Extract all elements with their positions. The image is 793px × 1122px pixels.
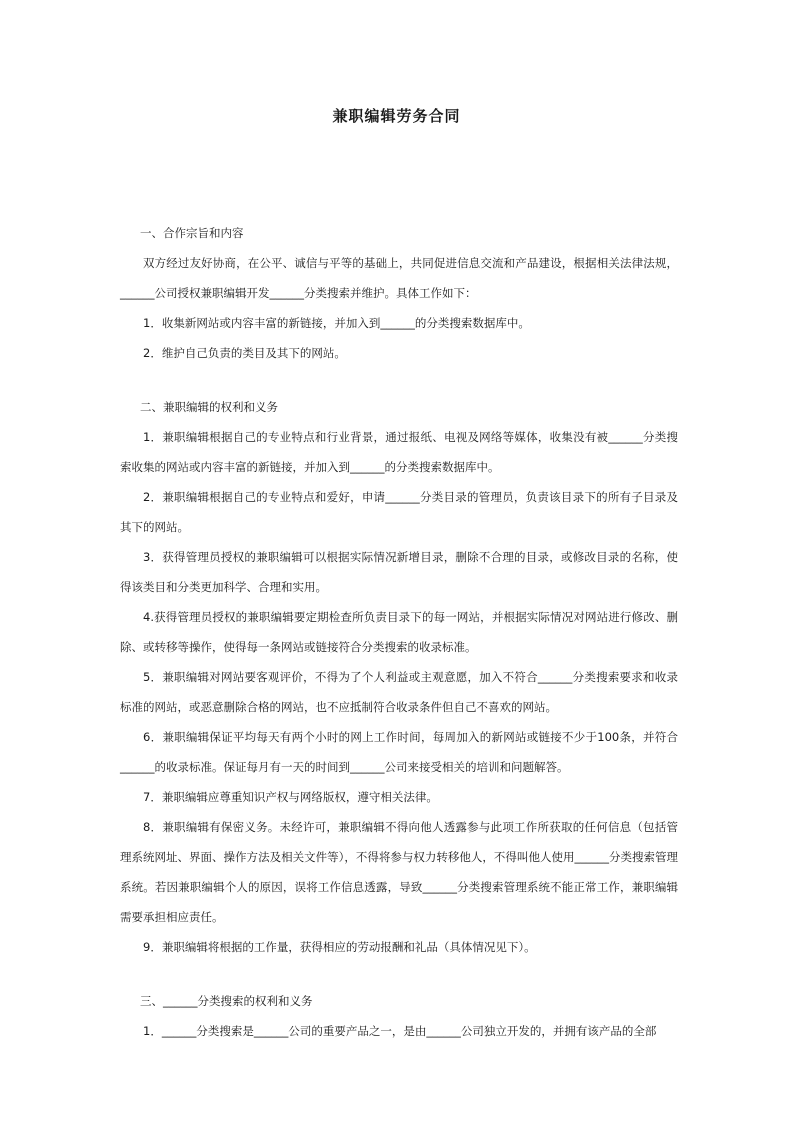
clause-item: 1．兼职编辑根据自己的专业特点和行业背景，通过报纸、电视及网络等媒体，收集没有被______分类搜索收集的网站或内容丰富的新链接，并加入到______的分类搜索数据库中。 xyxy=(120,430,678,474)
clause-item: 8．兼职编辑有保密义务。未经许可，兼职编辑不得向他人透露参与此项工作所获取的任何信息（包括管理系统网址、界面、操作方法及相关文件等），不得将参与权力转移他人，不得叫他人使用______分类搜索管理系统。若因兼职编辑个人的原因，误将工作信息透露，导致______分类搜索管理系统不能正常工作，兼职编辑需要承担相应责任。 xyxy=(120,820,678,924)
section-2 xyxy=(120,392,678,962)
clause-item: 3．获得管理员授权的兼职编辑可以根据实际情况新增目录，删除不合理的目录，或修改目录的名称，使得该类目和分类更加科学、合理和实用。 xyxy=(120,550,678,594)
clause-item: 1．收集新网站或内容丰富的新链接，并加入到______的分类搜索数据库中。 xyxy=(143,316,530,330)
clause-item: 4.获得管理员授权的兼职编辑要定期检查所负责目录下的每一网站，并根据实际情况对网站进行修改、删除、或转移等操作，使得每一条网站或链接符合分类搜索的收录标准。 xyxy=(120,610,678,654)
section-spacer xyxy=(120,962,678,986)
clause-item: 5．兼职编辑对网站要客观评价，不得为了个人利益或主观意愿，加入不符合______分类搜索要求和收录标准的网站，或恶意删除合格的网站，也不应抵制符合收录条件但自己不喜欢的网站。 xyxy=(120,670,678,714)
section-spacer xyxy=(120,368,678,392)
clause-item: 2．维护自己负责的类目及其下的网站。 xyxy=(143,346,346,360)
section-heading: 三、______分类搜索的权利和义务 xyxy=(140,994,313,1008)
clause-item: 6．兼职编辑保证平均每天有两个小时的网上工作时间，每周加入的新网站或链接不少于100条，并符合______的收录标准。保证每月有一天的时间到______公司来接受相关的培训和问题解答。 xyxy=(120,730,678,774)
section-intro: 双方经过友好协商，在公平、诚信与平等的基础上，共同促进信息交流和产品建设，根据相关法律法规，______公司授权兼职编辑开发______分类搜索并维护。具体工作如下： xyxy=(120,256,678,300)
document-title: 兼职编辑劳务合同 xyxy=(332,107,461,125)
document-body xyxy=(120,218,678,1046)
clause-item: 7．兼职编辑应尊重知识产权与网络版权，遵守相关法律。 xyxy=(143,790,438,804)
section-1 xyxy=(120,218,678,368)
clause-item: 1．______分类搜索是______公司的重要产品之一，是由______公司独立开发的，并拥有该产品的全部 xyxy=(143,1024,657,1038)
clause-item: 9．兼职编辑将根据的工作量，获得相应的劳动报酬和礼品（具体情况见下）。 xyxy=(143,940,536,954)
section-3 xyxy=(120,986,678,1046)
section-heading: 二、兼职编辑的权利和义务 xyxy=(140,400,278,414)
clause-item: 2．兼职编辑根据自己的专业特点和爱好，申请______分类目录的管理员，负责该目录下的所有子目录及其下的网站。 xyxy=(120,490,678,534)
section-heading: 一、合作宗旨和内容 xyxy=(140,226,244,240)
